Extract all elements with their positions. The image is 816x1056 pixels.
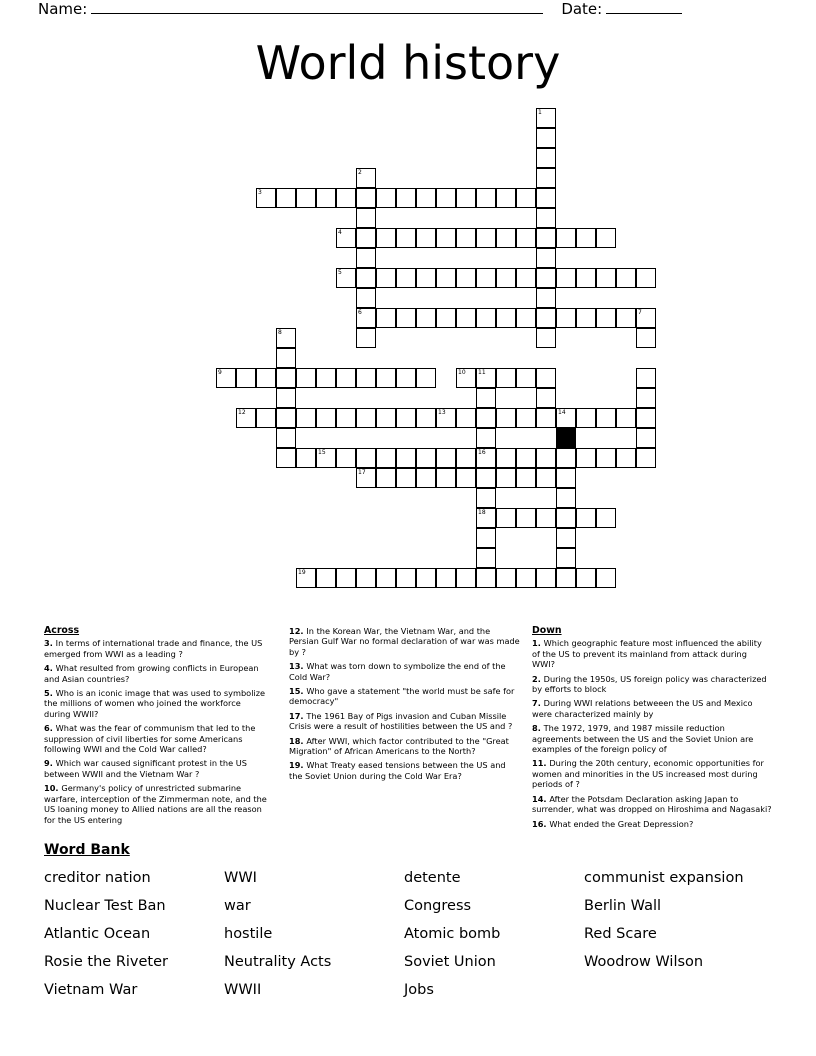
crossword-cell[interactable] xyxy=(456,468,476,488)
crossword-cell[interactable] xyxy=(396,268,416,288)
clue-item xyxy=(532,638,772,669)
crossword-cell-number: 14 xyxy=(558,409,566,416)
crossword-cell[interactable] xyxy=(336,408,356,428)
crossword-cell[interactable] xyxy=(536,328,556,348)
crossword-cell[interactable] xyxy=(596,268,616,288)
crossword-cell[interactable] xyxy=(556,308,576,328)
word-bank-item: Neutrality Acts xyxy=(224,954,332,970)
clue-item xyxy=(289,686,521,707)
crossword-cell[interactable] xyxy=(596,568,616,588)
crossword-cell[interactable] xyxy=(536,168,556,188)
crossword-cell[interactable] xyxy=(296,368,316,388)
word-bank-item-empty xyxy=(584,978,772,1002)
crossword-grid-container xyxy=(0,108,816,623)
clue-text: In the Korean War, the Vietnam War, and the Persian Gulf War no formal declaration of war was made by ? xyxy=(289,626,520,657)
clues-column-across-1 xyxy=(44,626,268,829)
crossword-cell[interactable] xyxy=(296,448,316,468)
clue-number: 8. xyxy=(532,723,544,734)
clue-number: 10. xyxy=(44,783,62,794)
crossword-cell[interactable] xyxy=(356,368,376,388)
clue-text: After the Potsdam Declaration asking Japan to surrender, what was dropped on Hiroshima and Nagasaki? xyxy=(532,793,772,815)
crossword-cell[interactable] xyxy=(396,408,416,428)
crossword-cell[interactable] xyxy=(356,288,376,308)
clue-text: In terms of international trade and finance, the US emerged from WWI as a leading ? xyxy=(44,638,263,659)
crossword-cell[interactable] xyxy=(516,508,536,528)
crossword-cell[interactable] xyxy=(456,368,476,388)
crossword-cell[interactable] xyxy=(356,568,376,588)
clue-item xyxy=(44,663,268,684)
crossword-cell[interactable] xyxy=(436,268,456,288)
crossword-cell[interactable] xyxy=(356,468,376,488)
crossword-cell-number: 5 xyxy=(338,269,342,276)
crossword-cell[interactable] xyxy=(516,568,536,588)
header-row xyxy=(38,0,778,26)
clue-text: Who is an iconic image that was used to symbolize the millions of women who joined the workforce during WWII? xyxy=(44,688,266,719)
crossword-cell[interactable] xyxy=(456,188,476,208)
crossword-cell[interactable] xyxy=(536,368,556,388)
crossword-cell[interactable] xyxy=(436,308,456,328)
clue-number: 17. xyxy=(289,710,307,721)
word-bank-item: Soviet Union xyxy=(404,954,496,970)
crossword-cell[interactable] xyxy=(496,188,516,208)
crossword-cell[interactable] xyxy=(536,268,556,288)
clue-text: Which war caused significant protest in the US between WWII and the Vietnam War ? xyxy=(44,758,247,779)
crossword-cell[interactable] xyxy=(416,308,436,328)
clue-text: What was the fear of communism that led to the suppression of civil liberties for some Americans following WWI and the Cold War called? xyxy=(44,723,256,755)
crossword-cell[interactable] xyxy=(356,328,376,348)
crossword-cell[interactable] xyxy=(356,228,376,248)
crossword-cell[interactable] xyxy=(596,408,616,428)
crossword-cell[interactable] xyxy=(356,168,376,188)
crossword-cell[interactable] xyxy=(356,208,376,228)
crossword-cell[interactable] xyxy=(576,568,596,588)
crossword-cell[interactable] xyxy=(496,368,516,388)
crossword-cell[interactable] xyxy=(216,368,236,388)
crossword-cell[interactable] xyxy=(596,508,616,528)
crossword-cell[interactable] xyxy=(376,188,396,208)
crossword-cell[interactable] xyxy=(396,468,416,488)
clue-number: 6. xyxy=(44,723,56,734)
crossword-cell[interactable] xyxy=(476,368,496,388)
crossword-cell[interactable] xyxy=(536,188,556,208)
clue-number: 4. xyxy=(44,663,56,674)
crossword-cell[interactable] xyxy=(416,368,436,388)
clue-item xyxy=(44,688,268,719)
clue-number: 11. xyxy=(532,758,550,769)
crossword-cell[interactable] xyxy=(416,468,436,488)
clue-item xyxy=(289,661,521,682)
crossword-cell[interactable] xyxy=(456,448,476,468)
crossword-cell[interactable] xyxy=(536,108,556,128)
crossword-cell[interactable] xyxy=(636,448,656,468)
crossword-cell-number: 16 xyxy=(478,449,486,456)
crossword-cell[interactable] xyxy=(476,488,496,508)
crossword-cell-number: 19 xyxy=(298,569,306,576)
crossword-cell[interactable] xyxy=(536,568,556,588)
crossword-cell[interactable] xyxy=(416,188,436,208)
crossword-cell[interactable] xyxy=(356,248,376,268)
crossword-cell[interactable] xyxy=(516,368,536,388)
clue-number: 2. xyxy=(532,673,544,684)
crossword-cell[interactable] xyxy=(336,268,356,288)
clue-number: 16. xyxy=(532,818,550,829)
crossword-cell[interactable] xyxy=(356,308,376,328)
crossword-cell[interactable] xyxy=(616,268,636,288)
crossword-cell[interactable] xyxy=(536,448,556,468)
crossword-cell[interactable] xyxy=(416,448,436,468)
crossword-cell[interactable] xyxy=(236,408,256,428)
crossword-cell[interactable] xyxy=(316,188,336,208)
word-bank-item: detente xyxy=(404,870,461,886)
crossword-cell[interactable] xyxy=(376,308,396,328)
clue-item xyxy=(532,674,772,695)
crossword-cell[interactable] xyxy=(456,268,476,288)
word-bank-list xyxy=(44,866,772,1002)
crossword-cell[interactable] xyxy=(536,508,556,528)
crossword-cell[interactable] xyxy=(396,188,416,208)
crossword-cell[interactable] xyxy=(556,448,576,468)
crossword-cell[interactable] xyxy=(276,388,296,408)
crossword-cell[interactable] xyxy=(316,568,336,588)
clue-item xyxy=(44,783,268,825)
crossword-cell[interactable] xyxy=(396,448,416,468)
crossword-cell[interactable] xyxy=(516,308,536,328)
crossword-cell[interactable] xyxy=(476,548,496,568)
word-bank-item: war xyxy=(224,898,251,914)
clues-column-across-2 xyxy=(289,626,521,785)
clue-number: 14. xyxy=(532,793,550,804)
crossword-cell[interactable] xyxy=(336,368,356,388)
across-heading: Across xyxy=(44,625,80,636)
crossword-cell[interactable] xyxy=(356,408,376,428)
crossword-cell[interactable] xyxy=(536,388,556,408)
clue-text: After WWI, which factor contributed to the "Great Migration" of African Americans to the North? xyxy=(289,735,509,757)
crossword-cell[interactable] xyxy=(276,368,296,388)
word-bank-item: Red Scare xyxy=(584,926,657,942)
crossword-cell[interactable] xyxy=(536,148,556,168)
clue-text: The 1972, 1979, and 1987 missile reduction agreements between the US and the Soviet Union are examples of the foreign policy of xyxy=(532,723,754,755)
crossword-cell-number: 9 xyxy=(218,369,222,376)
name-blank-line xyxy=(91,2,543,14)
clue-item xyxy=(289,760,521,781)
word-bank-item: Jobs xyxy=(404,982,434,998)
crossword-cell[interactable] xyxy=(476,428,496,448)
crossword-cell[interactable] xyxy=(276,448,296,468)
crossword-cell[interactable] xyxy=(556,548,576,568)
crossword-cell[interactable] xyxy=(556,268,576,288)
crossword-cell[interactable] xyxy=(576,268,596,288)
crossword-grid[interactable] xyxy=(96,108,720,618)
crossword-cell[interactable] xyxy=(376,468,396,488)
clue-text: What ended the Great Depression? xyxy=(549,818,694,829)
crossword-cell[interactable] xyxy=(276,408,296,428)
clue-item xyxy=(289,711,521,732)
clue-item xyxy=(532,794,772,815)
crossword-cell[interactable] xyxy=(516,188,536,208)
crossword-cell-number: 10 xyxy=(458,369,466,376)
crossword-cell[interactable] xyxy=(596,308,616,328)
down-heading: Down xyxy=(532,625,562,636)
crossword-cell[interactable] xyxy=(536,248,556,268)
crossword-cell[interactable] xyxy=(416,408,436,428)
crossword-cell[interactable] xyxy=(356,448,376,468)
crossword-cell[interactable] xyxy=(536,228,556,248)
crossword-cell[interactable] xyxy=(256,408,276,428)
crossword-cell[interactable] xyxy=(556,508,576,528)
clue-number: 3. xyxy=(44,638,56,649)
crossword-cell[interactable] xyxy=(496,308,516,328)
crossword-cell[interactable] xyxy=(376,568,396,588)
crossword-cell[interactable] xyxy=(636,328,656,348)
crossword-cell[interactable] xyxy=(476,508,496,528)
clue-item xyxy=(289,626,521,657)
crossword-cell[interactable] xyxy=(456,308,476,328)
crossword-cell-number: 18 xyxy=(478,509,486,516)
clue-text: What was torn down to symbolize the end of the Cold War? xyxy=(289,661,506,682)
crossword-cell-number: 12 xyxy=(238,409,246,416)
crossword-cell[interactable] xyxy=(516,468,536,488)
crossword-cell[interactable] xyxy=(436,228,456,248)
crossword-cell[interactable] xyxy=(536,468,556,488)
crossword-cell[interactable] xyxy=(616,308,636,328)
clue-text: What resulted from growing conflicts in European and Asian countries? xyxy=(44,663,259,684)
clue-text: What Treaty eased tensions between the US and the Soviet Union during the Cold War Era? xyxy=(289,760,506,781)
crossword-cell[interactable] xyxy=(536,408,556,428)
word-bank xyxy=(44,842,772,1002)
clue-item xyxy=(532,698,772,719)
crossword-cell[interactable] xyxy=(436,568,456,588)
crossword-cell[interactable] xyxy=(616,408,636,428)
crossword-cell[interactable] xyxy=(576,448,596,468)
word-bank-item: Rosie the Riveter xyxy=(44,954,168,970)
word-bank-item: Congress xyxy=(404,898,472,914)
crossword-cell[interactable] xyxy=(596,448,616,468)
crossword-cell[interactable] xyxy=(496,268,516,288)
word-bank-item: communist expansion xyxy=(584,870,744,886)
crossword-cell[interactable] xyxy=(556,408,576,428)
crossword-cell-number: 8 xyxy=(278,329,282,336)
crossword-cell[interactable] xyxy=(376,268,396,288)
crossword-cell[interactable] xyxy=(396,228,416,248)
clue-number: 19. xyxy=(289,760,307,771)
clues-section xyxy=(44,625,772,829)
crossword-cell[interactable] xyxy=(336,448,356,468)
crossword-cell[interactable] xyxy=(556,568,576,588)
clue-number: 15. xyxy=(289,686,307,697)
clue-text: During the 20th century, economic opportunities for women and minorities in the US increased most during periods of ? xyxy=(532,758,764,790)
crossword-cell[interactable] xyxy=(516,228,536,248)
clue-text: Germany's policy of unrestricted submarine warfare, interception of the Zimmerman note, and the US loaning money to Allied nations are all the reason for the US entering xyxy=(44,783,267,825)
clue-number: 12. xyxy=(289,626,307,636)
clue-item xyxy=(289,736,521,757)
crossword-cell[interactable] xyxy=(256,368,276,388)
clue-number: 7. xyxy=(532,698,544,709)
crossword-cell[interactable] xyxy=(496,408,516,428)
crossword-cell[interactable] xyxy=(476,568,496,588)
crossword-cell[interactable] xyxy=(516,448,536,468)
crossword-cell[interactable] xyxy=(536,208,556,228)
crossword-cell[interactable] xyxy=(636,408,656,428)
crossword-cell[interactable] xyxy=(456,568,476,588)
clue-text: Who gave a statement "the world must be safe for democracy" xyxy=(289,686,515,707)
crossword-cell[interactable] xyxy=(416,568,436,588)
crossword-cell[interactable] xyxy=(476,308,496,328)
crossword-cell[interactable] xyxy=(296,568,316,588)
name-label: Name: xyxy=(38,0,88,18)
clue-number: 9. xyxy=(44,758,56,769)
crossword-cell[interactable] xyxy=(316,368,336,388)
clues-column-down xyxy=(532,626,772,833)
clue-item xyxy=(44,758,268,779)
word-bank-item: Atomic bomb xyxy=(404,926,501,942)
word-bank-item: hostile xyxy=(224,926,273,942)
crossword-cell[interactable] xyxy=(456,408,476,428)
crossword-cell[interactable] xyxy=(396,368,416,388)
crossword-cell[interactable] xyxy=(636,428,656,448)
crossword-cell[interactable] xyxy=(556,488,576,508)
clue-number: 5. xyxy=(44,688,56,699)
word-bank-item: Vietnam War xyxy=(44,982,138,998)
crossword-cell[interactable] xyxy=(576,228,596,248)
crossword-cell[interactable] xyxy=(496,448,516,468)
crossword-cell[interactable] xyxy=(376,408,396,428)
crossword-cell-number: 1 xyxy=(538,109,542,116)
crossword-cell[interactable] xyxy=(276,428,296,448)
crossword-cell[interactable] xyxy=(476,528,496,548)
crossword-cell-number: 17 xyxy=(358,469,366,476)
word-bank-item: creditor nation xyxy=(44,870,151,886)
crossword-cell-number: 7 xyxy=(638,309,642,316)
crossword-cell[interactable] xyxy=(556,228,576,248)
crossword-cell[interactable] xyxy=(576,408,596,428)
crossword-cell[interactable] xyxy=(476,408,496,428)
crossword-cell[interactable] xyxy=(496,568,516,588)
crossword-cell[interactable] xyxy=(476,228,496,248)
crossword-cell[interactable] xyxy=(336,568,356,588)
crossword-cell[interactable] xyxy=(436,188,456,208)
crossword-cell-number: 3 xyxy=(258,189,262,196)
crossword-cell[interactable] xyxy=(576,508,596,528)
crossword-cell[interactable] xyxy=(556,528,576,548)
crossword-cell-number: 4 xyxy=(338,229,342,236)
crossword-cell[interactable] xyxy=(296,408,316,428)
clue-item xyxy=(44,638,268,659)
word-bank-item: Woodrow Wilson xyxy=(584,954,704,970)
crossword-cell[interactable] xyxy=(276,328,296,348)
crossword-cell[interactable] xyxy=(396,568,416,588)
clue-text: Which geographic feature most influenced the ability of the US to prevent its mainland from attack during WWI? xyxy=(532,638,762,670)
word-bank-title: Word Bank xyxy=(44,842,130,858)
crossword-cell[interactable] xyxy=(476,468,496,488)
crossword-cell-number: 11 xyxy=(478,369,486,376)
crossword-cell-number: 13 xyxy=(438,409,446,416)
crossword-cell[interactable] xyxy=(516,268,536,288)
crossword-cell[interactable] xyxy=(376,448,396,468)
crossword-cell[interactable] xyxy=(536,128,556,148)
clue-text: The 1961 Bay of Pigs invasion and Cuban Missile Crisis were a result of hostilities between the US and ? xyxy=(289,710,513,732)
clue-item xyxy=(532,819,772,829)
crossword-cell[interactable] xyxy=(636,268,656,288)
word-bank-item: Atlantic Ocean xyxy=(44,926,151,942)
page-title: World history xyxy=(255,36,561,90)
crossword-cell-number: 15 xyxy=(318,449,326,456)
crossword-cell[interactable] xyxy=(576,308,596,328)
crossword-cell-number: 6 xyxy=(358,309,362,316)
crossword-cell[interactable] xyxy=(436,468,456,488)
crossword-cell[interactable] xyxy=(536,308,556,328)
crossword-cell[interactable] xyxy=(396,308,416,328)
crossword-cell[interactable] xyxy=(516,408,536,428)
crossword-cell[interactable] xyxy=(376,368,396,388)
crossword-cell[interactable] xyxy=(476,268,496,288)
date-label: Date: xyxy=(561,0,603,18)
crossword-cell[interactable] xyxy=(536,288,556,308)
word-bank-item: WWII xyxy=(224,982,262,998)
crossword-cell[interactable] xyxy=(276,188,296,208)
crossword-cell[interactable] xyxy=(416,268,436,288)
crossword-cell[interactable] xyxy=(636,368,656,388)
clue-text: During the 1950s, US foreign policy was characterized by efforts to block xyxy=(532,673,767,695)
crossword-cell[interactable] xyxy=(256,188,276,208)
crossword-cell[interactable] xyxy=(496,508,516,528)
crossword-cell[interactable] xyxy=(356,188,376,208)
clue-text: During WWI relations betweeen the US and Mexico were characterized mainly by xyxy=(532,698,753,719)
crossword-cell[interactable] xyxy=(556,468,576,488)
clue-number: 18. xyxy=(289,735,307,746)
clue-item xyxy=(44,723,268,754)
crossword-cell[interactable] xyxy=(296,188,316,208)
crossword-cell[interactable] xyxy=(276,348,296,368)
crossword-cell[interactable] xyxy=(316,448,336,468)
crossword-cell-number: 2 xyxy=(358,169,362,176)
clue-item xyxy=(532,723,772,754)
word-bank-item: Berlin Wall xyxy=(584,898,662,914)
crossword-cell[interactable] xyxy=(356,268,376,288)
crossword-cell[interactable] xyxy=(616,448,636,468)
crossword-cell[interactable] xyxy=(436,408,456,428)
clue-item xyxy=(532,758,772,789)
crossword-cell[interactable] xyxy=(436,448,456,468)
crossword-cell[interactable] xyxy=(476,388,496,408)
crossword-cell[interactable] xyxy=(316,408,336,428)
crossword-cell[interactable] xyxy=(636,388,656,408)
clue-number: 1. xyxy=(532,638,544,649)
crossword-cell[interactable] xyxy=(476,448,496,468)
crossword-cell[interactable] xyxy=(476,188,496,208)
crossword-cell[interactable] xyxy=(496,228,516,248)
crossword-cell[interactable] xyxy=(496,468,516,488)
crossword-cell[interactable] xyxy=(336,228,356,248)
crossword-cell[interactable] xyxy=(376,228,396,248)
crossword-cell[interactable] xyxy=(416,228,436,248)
clue-number: 13. xyxy=(289,661,307,672)
crossword-cell[interactable] xyxy=(336,188,356,208)
crossword-cell[interactable] xyxy=(236,368,256,388)
crossword-cell[interactable] xyxy=(596,228,616,248)
word-bank-item: Nuclear Test Ban xyxy=(44,898,166,914)
crossword-cell-blocked xyxy=(556,428,576,448)
crossword-cell[interactable] xyxy=(636,308,656,328)
word-bank-item: WWI xyxy=(224,870,257,886)
crossword-cell[interactable] xyxy=(456,228,476,248)
date-blank-line xyxy=(606,2,682,14)
